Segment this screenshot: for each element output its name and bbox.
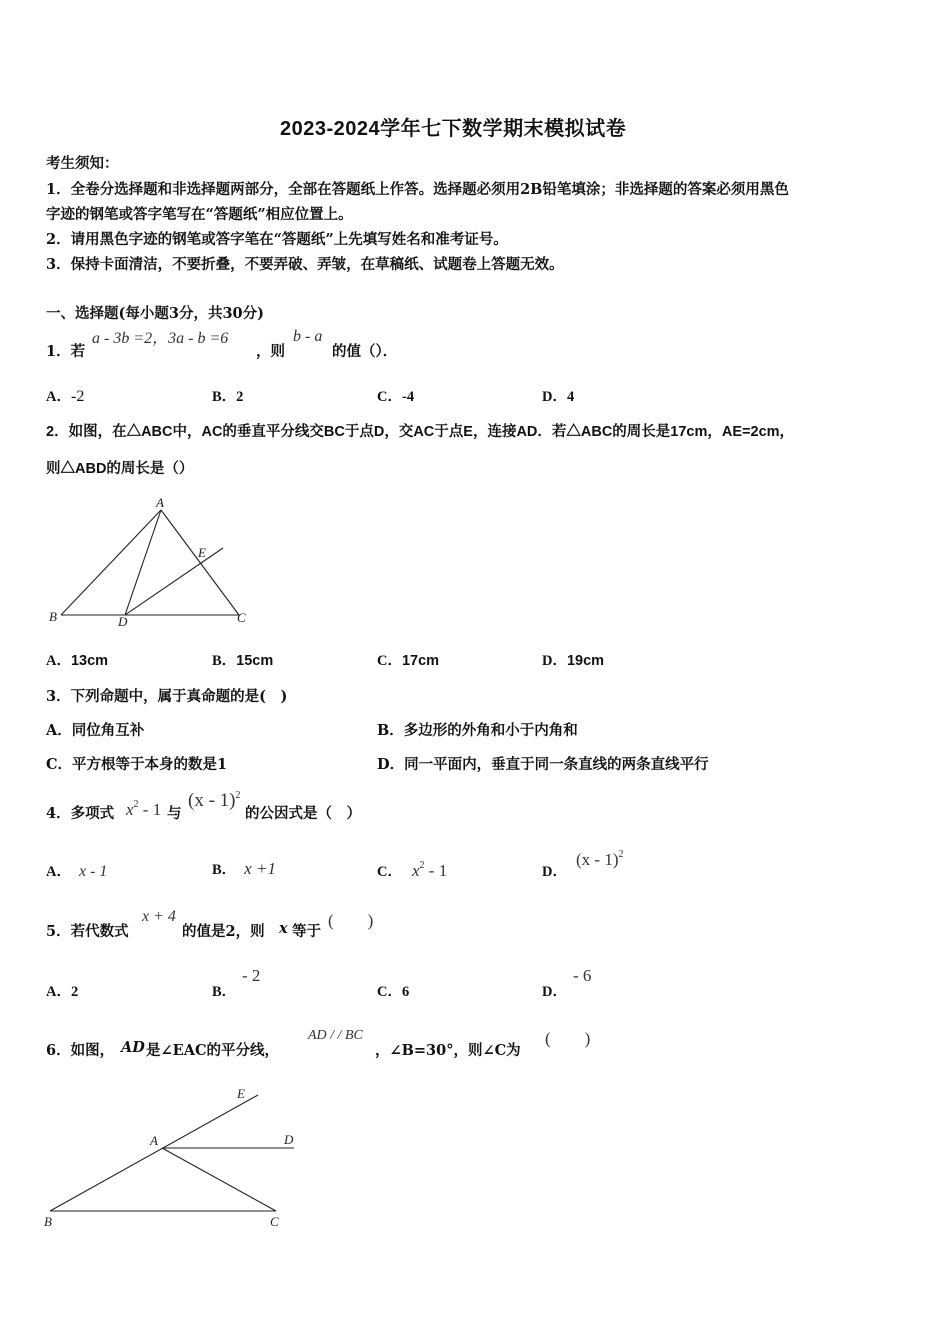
q5-prefix: 5．若代数式 [46,923,129,940]
q2-label-b: B [49,609,57,624]
q5-option-d[interactable]: D． [542,984,567,1000]
q3-option-c[interactable]: C．平方根等于本身的数是1 [46,756,228,773]
notice-line-1: 1．全卷分选择题和非选择题两部分，全部在答题纸上作答。选择题必须用2B铅笔填涂；非选择题的答案必须用黑色 [46,181,789,198]
q1-option-c[interactable]: C．-4 [377,389,415,405]
q6-angle-figure [38,1078,318,1238]
q4-prefix: 4．多项式 [46,805,115,822]
q6-prefix: 6．如图， [46,1042,115,1059]
notice-heading: 考生须知： [46,155,119,172]
q6-label-a: A [150,1133,158,1148]
q2-label-c: C [237,610,246,625]
q5-expression: x + 4 [142,908,176,925]
q1-suffix: 的值（）． [332,343,398,360]
q6-answer-paren: ( ) [545,1029,591,1048]
q6-parallel: AD / / BC [308,1028,363,1043]
q2-stem-line-1: 2．如图，在△ABC中，AC的垂直平分线交BC于点D，交AC于点E，连接AD．若△ABC的周长是17cm，AE=2cm， [46,424,795,440]
q1-prefix: 1．若 [46,343,86,360]
q2-label-a: A [156,495,164,510]
q4-expression-1: $x^2 - 1$ [126,799,162,819]
q3-option-b[interactable]: B．多边形的外角和小于内角和 [377,722,578,739]
q6-label-c: C [270,1214,279,1229]
q6-angle-condition: ，∠B=30°，则∠C为 [375,1042,521,1059]
q5-suffix: 等于 [292,923,321,940]
q5-option-c[interactable]: C．6 [377,984,410,1000]
q3-option-d[interactable]: D．同一平面内，垂直于同一条直线的两条直线平行 [377,756,709,773]
q5-mid: 的值是2，则 [182,923,265,940]
q5-option-d-value: - 6 [573,966,592,985]
q2-label-d: D [118,614,128,629]
q6-ad: AD [121,1039,145,1056]
q1-option-b[interactable]: B．2 [212,389,244,405]
q5-option-b[interactable]: B． [212,984,237,1000]
q4-option-d-expression: (x - 1)$^2$ [576,849,624,869]
q3-option-a[interactable]: A．同位角互补 [46,722,145,739]
notice-line-3: 3．保持卡面清洁，不要折叠，不要弄破、弄皱，在草稿纸、试题卷上答题无效。 [46,256,564,273]
q4-option-b[interactable]: B． x +1 [212,859,276,878]
q2-label-e: E [198,545,206,560]
q1-condition: a - 3b =2，3a - b =6 [92,330,229,347]
q5-option-a[interactable]: A．2 [46,984,79,1000]
q3-stem: 3．下列命题中，属于真命题的是( ) [46,688,288,705]
q1-option-d[interactable]: D．4 [542,389,575,405]
q1-mid: ，则 [256,343,285,360]
q4-option-a[interactable]: A． x - 1 [46,863,108,880]
q4-expression-2: (x - 1)$^2$ [188,790,241,811]
q2-option-b[interactable]: B．15cm [212,653,274,669]
q6-label-d: D [284,1132,294,1147]
q4-mid: 与 [167,805,182,822]
q1-option-a[interactable]: A．-2 [46,388,85,405]
q4-option-c[interactable]: C． $x^2 - 1$ [377,860,448,880]
q2-option-d[interactable]: D．19cm [542,653,605,669]
q4-option-d[interactable]: D． [542,864,567,880]
q1-expression: b - a [293,328,323,345]
q6-label-b: B [44,1214,52,1229]
notice-line-1b: 字迹的钢笔或答字笔写在“答题纸”相应位置上。 [46,206,353,223]
q4-suffix: 的公因式是（ ） [245,805,361,822]
q5-option-b-value: - 2 [242,966,261,985]
q5-variable: x [279,920,288,937]
section-heading: 一、选择题(每小题3分，共30分) [46,305,264,322]
q6-mid: 是∠EAC的平分线， [146,1042,279,1059]
q6-label-e: E [237,1086,245,1101]
q2-option-a[interactable]: A．13cm [46,653,109,669]
q5-answer-paren: ( ) [328,911,374,930]
q2-option-c[interactable]: C．17cm [377,653,440,669]
page-title: 2023-2024学年七下数学期末模拟试卷 [280,118,627,140]
notice-line-2: 2．请用黑色字迹的钢笔或答字笔在“答题纸”上先填写姓名和准考证号。 [46,231,508,248]
q2-stem-line-2: 则△ABD的周长是（） [46,461,194,477]
q2-triangle-figure [40,490,270,635]
